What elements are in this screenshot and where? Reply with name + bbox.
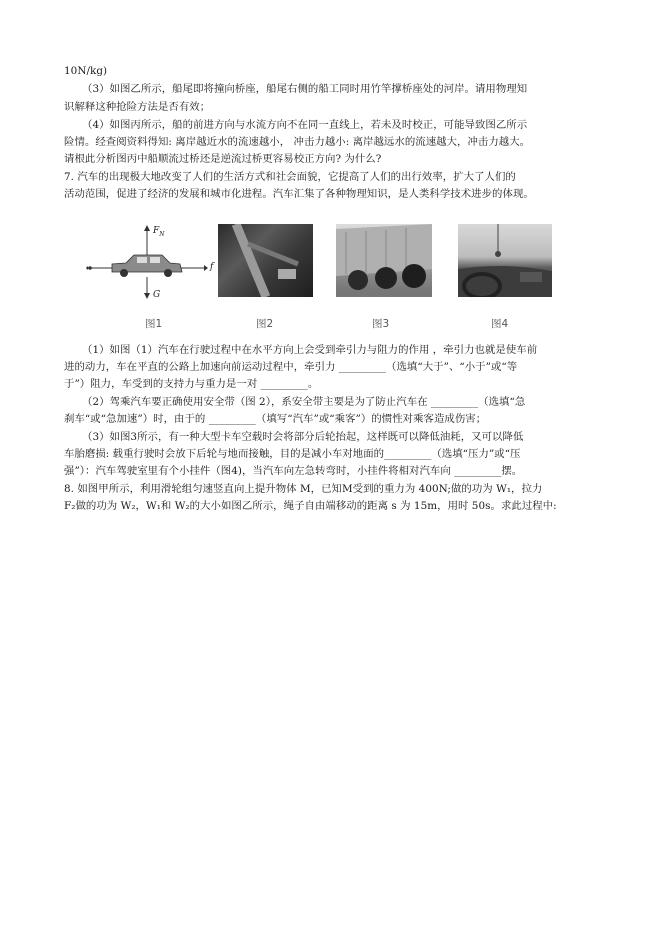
- figure-4-caption: 图4: [491, 318, 509, 330]
- figure-3-caption: 图3: [372, 318, 390, 330]
- text-line: （4）如图丙所示，船的前进方向与水流方向不在同一直线上，若未及时校正，可能导致图乙所示: [82, 119, 528, 131]
- force-label-friction: f: [210, 262, 214, 272]
- text-line: 活动范围，促进了经济的发展和城市化进程。汽车汇集了各种物理知识，是人类科学技术进步的体现。: [64, 188, 534, 200]
- text-line: 7. 汽车的出现极大地改变了人们的生活方式和社会面貌，它提高了人们的出行效率，扩大了人们的: [64, 171, 516, 183]
- text-line: 10N/kg): [64, 65, 108, 77]
- figure-1-caption: 图1: [145, 318, 163, 330]
- force-label-normal: $F_N$: [153, 226, 165, 238]
- figure-2-seatbelt-photo: [218, 224, 313, 297]
- text-line: 于”）阻力，车受到的支持力与重力是一对 _________。: [64, 378, 319, 390]
- figure-2-caption: 图2: [256, 318, 274, 330]
- wheel-icon: [164, 269, 172, 277]
- text-line: （3）如图乙所示，船尾即将撞向桥座，船尾右侧的船工同时用竹竿撑桥座处的河岸。请用物理知: [82, 83, 528, 95]
- figure-3-truck-photo: [336, 224, 432, 297]
- text-line: （2）驾乘汽车要正确使用安全带（图 2），系安全带主要是为了防止汽车在 _________（选填“急: [82, 396, 526, 408]
- text-line: 车胎磨损: 载重行驶时会放下后轮与地而接触，目的是减小车对地面的_________（选填“压力”或“压: [64, 448, 521, 460]
- figure-4-car-interior-photo: [458, 224, 552, 297]
- figure-1-car-forces: [86, 222, 218, 304]
- seatbelt-illustration: [218, 224, 313, 297]
- text-line: 请根此分析图丙中船顺流过桥还是逆流过桥更容易校正方向? 为什么?: [64, 153, 382, 165]
- text-line: （1）如图（1）汽车在行驶过程中在水平方向上会受到牵引力与阻力的作用 ，牵引力也就是使车前: [82, 344, 538, 356]
- car-interior-illustration: [458, 224, 552, 297]
- text-line: 进的动力，车在平直的公路上加速向前运动过程中，牵引力 _________（选填“大于”、“小于”或“等: [64, 361, 518, 373]
- text-line: F₂做的功为 W₂，W₁和 W₂的大小如图乙所示，绳子自由端移动的距离 s 为 15m，用时 50s。求此过程中:: [64, 500, 557, 512]
- force-label-gravity: G: [153, 290, 161, 300]
- wheel-icon: [120, 269, 128, 277]
- text-line: 识解释这种抢险方法是否有效；: [64, 101, 211, 113]
- text-line: 强”）：汽车驾驶室里有个小挂件（图4)，当汽车向左急转弯时，小挂件将相对汽车向 _________摆。: [64, 465, 523, 477]
- text-line: 8. 如图甲所示，利用滑轮组匀速竖直向上提升物体 M，已知M受到的重力为 400N;做的功为 W₁，拉力: [64, 483, 543, 495]
- truck-illustration: [336, 224, 432, 297]
- text-line: 刹车“或“急加速”）时，由于的 _________（填写“汽车”或“乘客”）的惯性对乘客造成伤害；: [64, 413, 487, 425]
- car-force-diagram: [86, 222, 218, 304]
- text-line: （3）如图3所示，有一种大型卡车空载时会将部分后轮抬起，这样既可以降低油耗，又可以降低: [82, 431, 524, 443]
- text-line: 险情。经查阅资料得知: 离岸越近水的流速越小， 冲击力越小: 离岸越远水的流速越大，冲击力越大。: [64, 136, 531, 148]
